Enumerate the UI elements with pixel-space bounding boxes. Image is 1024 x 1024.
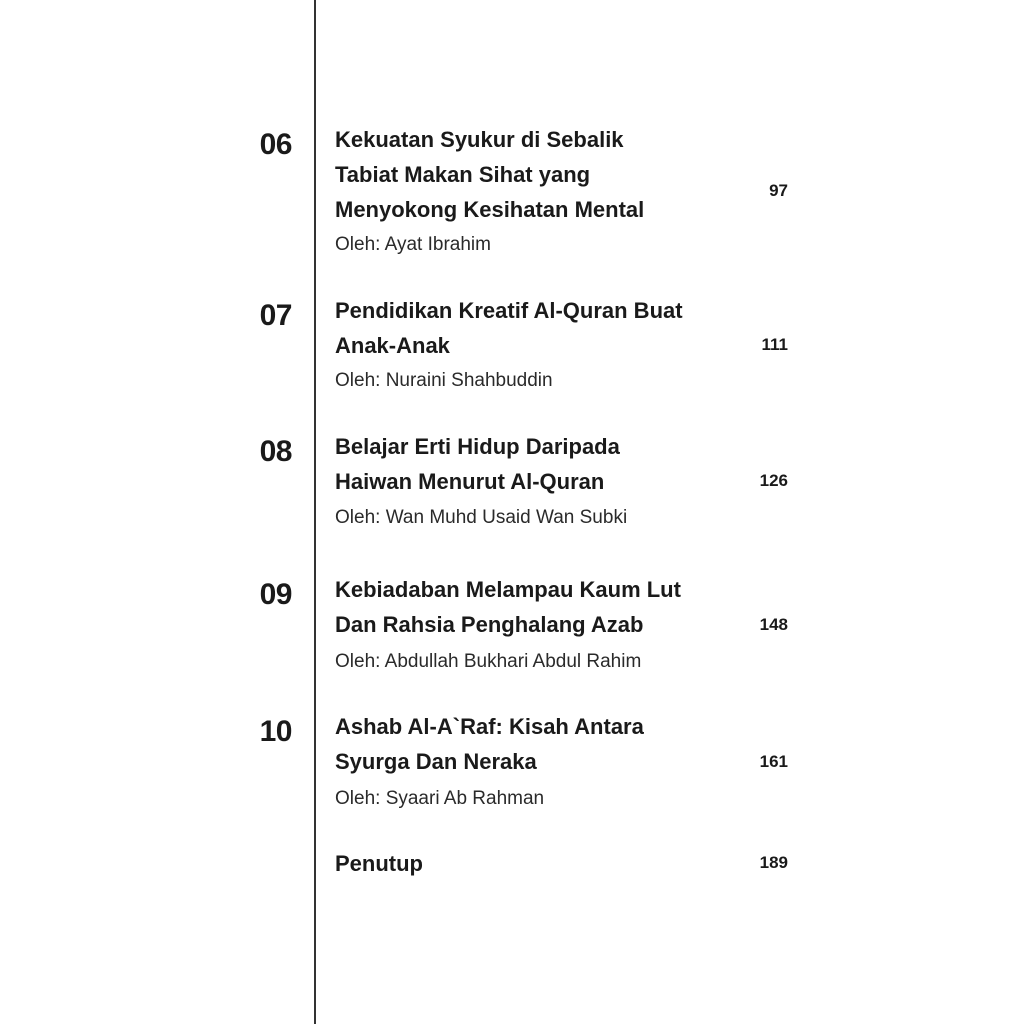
chapter-author: Oleh: Abdullah Bukhari Abdul Rahim: [335, 651, 642, 672]
chapter-author: Oleh: Nuraini Shahbuddin: [335, 370, 553, 391]
chapter-title: Kekuatan Syukur di Sebalik Tabiat Makan Sihat yang Menyokong Kesihatan Mental: [335, 127, 645, 222]
chapter-title: Ashab Al-A`Raf: Kisah Antara Syurga Dan Neraka: [335, 714, 644, 774]
chapter-author: Oleh: Wan Muhd Usaid Wan Subki: [335, 507, 628, 528]
chapter-number: 06: [259, 128, 292, 161]
vertical-divider: [314, 0, 316, 1024]
chapter-number: 10: [259, 715, 292, 748]
chapter-page-number: 161: [759, 752, 788, 771]
chapter-number: 08: [259, 435, 292, 468]
chapter-number: 09: [259, 578, 292, 611]
chapter-page-number: 111: [761, 335, 788, 354]
chapter-page-number: 148: [759, 615, 788, 634]
chapter-page-number: 126: [759, 471, 788, 490]
chapter-author: Oleh: Ayat Ibrahim: [335, 234, 491, 255]
chapter-page-number: 97: [769, 181, 788, 200]
chapter-author: Oleh: Syaari Ab Rahman: [335, 788, 545, 809]
closing-title: Penutup: [335, 851, 423, 876]
chapter-title: Kebiadaban Melampau Kaum Lut Dan Rahsia Penghalang Azab: [335, 577, 681, 637]
closing-page-number: 189: [759, 853, 788, 872]
chapter-number: 07: [259, 299, 292, 332]
chapter-title: Belajar Erti Hidup Daripada Haiwan Menurut Al-Quran: [335, 434, 620, 494]
chapter-title: Pendidikan Kreatif Al-Quran Buat Anak-Anak: [335, 298, 683, 358]
